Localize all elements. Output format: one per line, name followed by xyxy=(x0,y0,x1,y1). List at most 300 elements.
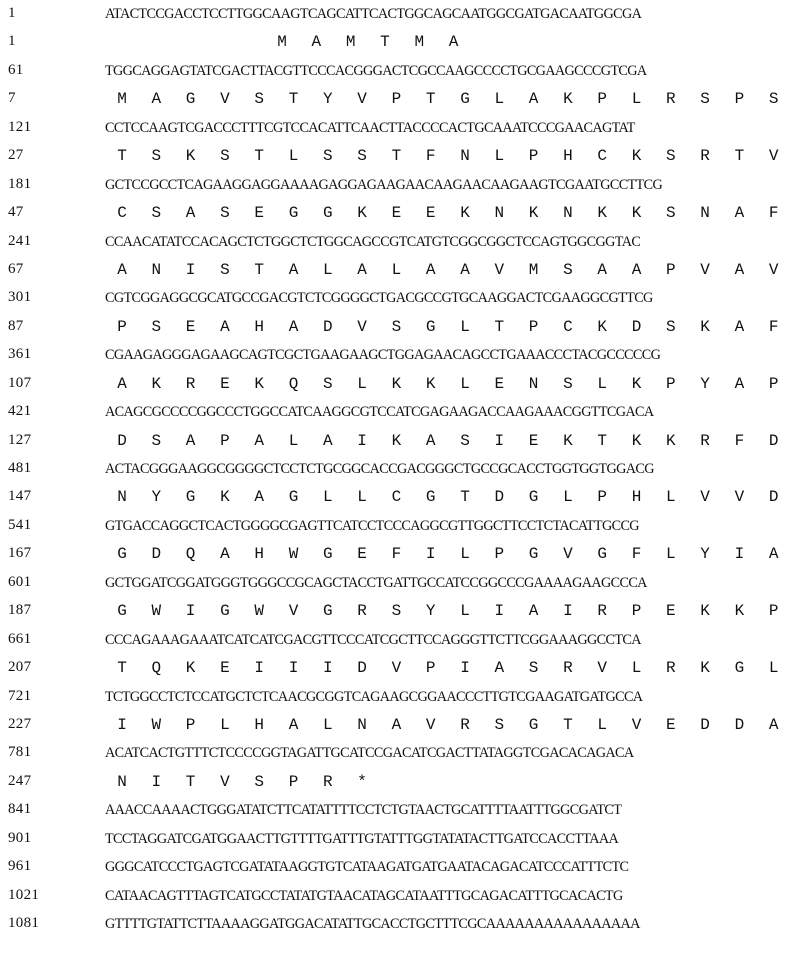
amino-acid-letter: C xyxy=(563,317,573,336)
protein-translation-row xyxy=(0,771,805,795)
protein-translation-row xyxy=(0,259,805,283)
dna-sequence-row xyxy=(0,572,805,596)
amino-acid-letter: K xyxy=(700,659,710,678)
amino-acid-letter: V xyxy=(357,90,367,109)
amino-acid-letter: S xyxy=(322,374,333,393)
amino-acid-letter: H xyxy=(254,716,264,734)
residue-position-number: 87 xyxy=(8,317,24,334)
amino-acid-letter: N xyxy=(460,147,470,166)
amino-acid-letter: V xyxy=(288,602,299,621)
amino-acid-letter: G xyxy=(460,90,470,109)
amino-acid-letter: A xyxy=(528,90,539,109)
amino-acid-letter: H xyxy=(254,545,264,564)
amino-acid-letter: T xyxy=(460,488,470,507)
amino-acid-letter: R xyxy=(700,431,710,450)
nucleotide-position-number: 361 xyxy=(8,346,32,363)
amino-acid-letter: S xyxy=(665,147,676,166)
amino-acid-letter: F xyxy=(631,545,642,564)
amino-acid-letter: P xyxy=(734,90,745,109)
protein-translation-row xyxy=(0,543,805,567)
amino-acid-letter: V xyxy=(494,260,505,279)
amino-acid-letter: C xyxy=(391,488,402,507)
residue-position-number: 1 xyxy=(8,33,16,50)
amino-acid-letter: A xyxy=(734,204,745,223)
residue-position-number: 167 xyxy=(8,545,32,562)
dna-sequence-text: CCTCCAAGTCGACCCTTTCGTCCACATTCAACTTACCCCACTGCAAATCCCGAACAGTAT xyxy=(105,119,635,136)
amino-acid-letter: G xyxy=(528,545,539,564)
amino-acid-letter: L xyxy=(391,260,402,279)
dna-sequence-row xyxy=(0,742,805,766)
protein-translation-row xyxy=(0,316,805,340)
amino-acid-letter: R xyxy=(563,659,573,678)
amino-acid-letter: K xyxy=(665,431,676,450)
amino-acid-letter: S xyxy=(322,147,333,166)
nucleotide-position-number: 721 xyxy=(8,687,32,704)
amino-acid-letter: W xyxy=(151,602,162,621)
amino-acid-letter: V xyxy=(391,659,402,678)
amino-acid-letter: Q xyxy=(151,659,162,678)
amino-acid-letter: S xyxy=(151,431,162,450)
dna-sequence-text: GTGACCAGGCTCACTGGGGCGAGTTCATCCTCCCAGGCGTTGGCTTCCTCTACATTGCCG xyxy=(105,517,639,534)
amino-acid-letter: V xyxy=(220,90,230,109)
amino-acid-letter: L xyxy=(460,374,470,393)
amino-acid-letter: T xyxy=(185,772,196,791)
protein-translation-row xyxy=(0,600,805,624)
amino-acid-letter: A xyxy=(631,260,642,279)
amino-acid-letter: A xyxy=(220,317,230,336)
dna-sequence-text: TGGCAGGAGTATCGACTTACGTTCCCACGGGACTCGCCAAGCCCCTGCGAAGCCCGTCGA xyxy=(105,62,647,79)
amino-acid-letter: A xyxy=(494,659,505,678)
dna-sequence-row xyxy=(0,344,805,368)
amino-acid-letter: A xyxy=(391,716,402,734)
amino-acid-letter: K xyxy=(563,90,573,109)
amino-acid-letter: K xyxy=(185,147,196,166)
amino-acid-letter: E xyxy=(528,431,539,450)
amino-acid-letter: L xyxy=(460,317,470,336)
amino-acid-letter: D xyxy=(700,716,710,734)
amino-acid-letter: F xyxy=(425,147,436,166)
amino-acid-letter: A xyxy=(117,374,127,393)
amino-acid-letter: A xyxy=(734,374,745,393)
amino-acid-letter: Q xyxy=(185,545,196,564)
dna-sequence-text: TCTGGCCTCTCCATGCTCTCAACGCGGTCAGAAGCGGAACCCTTGTCGAAGATGATGCCA xyxy=(105,688,643,705)
amino-acid-letter: D xyxy=(494,488,505,507)
amino-acid-letter: G xyxy=(288,488,299,507)
dna-sequence-row xyxy=(0,174,805,198)
amino-acid-letter: K xyxy=(528,204,539,223)
amino-acid-letter: P xyxy=(528,147,539,166)
dna-sequence-text: ACATCACTGTTTCTCCCCGGTAGATTGCATCCGACATCGACTTATAGGTCGACACAGACA xyxy=(105,745,634,762)
nucleotide-position-number: 541 xyxy=(8,516,32,533)
dna-sequence-text: ACAGCGCCCCGGCCCTGGCCATCAAGGCGTCCATCGAGAAGACCAAGAAACGGTTCGACA xyxy=(105,404,654,421)
amino-acid-letter: A xyxy=(528,602,539,621)
nucleotide-position-number: 241 xyxy=(8,232,32,249)
nucleotide-position-number: 661 xyxy=(8,630,32,647)
nucleotide-position-number: 961 xyxy=(8,858,32,875)
amino-acid-letter: E xyxy=(220,374,230,393)
amino-acid-letter: R xyxy=(665,659,676,678)
amino-acid-letter: K xyxy=(631,147,642,166)
stop-codon-mark: * xyxy=(357,772,367,791)
amino-acid-letter: F xyxy=(391,545,402,564)
amino-acid-letter: Y xyxy=(151,488,162,507)
amino-acid-letter: I xyxy=(151,772,162,791)
residue-position-number: 147 xyxy=(8,488,32,505)
amino-acid-letter: L xyxy=(288,431,299,450)
amino-acid-letter: L xyxy=(357,374,367,393)
amino-acid-letter: T xyxy=(494,317,505,336)
amino-acid-letter: T xyxy=(391,147,402,166)
amino-acid-letter: G xyxy=(185,488,196,507)
amino-acid-letter: A xyxy=(597,260,607,279)
amino-acid-letter: L xyxy=(631,90,642,109)
protein-translation-row xyxy=(0,88,805,112)
amino-acid-letter: G xyxy=(220,602,230,621)
amino-acid-letter: E xyxy=(665,716,676,734)
amino-acid-letter: P xyxy=(117,317,127,336)
nucleotide-position-number: 1 xyxy=(8,5,16,21)
amino-acid-letter: G xyxy=(528,716,539,734)
amino-acid-letter: K xyxy=(425,374,436,393)
dna-sequence-row xyxy=(0,458,805,482)
protein-translation-row xyxy=(0,657,805,681)
protein-translation-row xyxy=(0,430,805,454)
amino-acid-letter: L xyxy=(357,488,367,507)
dna-sequence-row xyxy=(0,799,805,823)
amino-acid-letter: P xyxy=(768,602,779,621)
amino-acid-letter: P xyxy=(631,602,642,621)
amino-acid-letter: L xyxy=(322,716,333,734)
amino-acid-letter: A xyxy=(768,716,779,734)
amino-acid-letter: R xyxy=(357,602,367,621)
amino-acid-letter: C xyxy=(597,147,607,166)
amino-acid-letter: N xyxy=(528,374,539,393)
amino-acid-letter: P xyxy=(665,374,676,393)
amino-acid-letter: R xyxy=(460,716,470,734)
dna-sequence-row xyxy=(0,401,805,425)
amino-acid-letter: S xyxy=(665,317,676,336)
amino-acid-letter: A xyxy=(185,431,196,450)
amino-acid-letter: G xyxy=(425,317,436,336)
amino-acid-letter: G xyxy=(117,545,127,564)
dna-sequence-row xyxy=(0,629,805,653)
amino-acid-letter: A xyxy=(357,260,367,279)
amino-acid-letter: I xyxy=(460,659,470,678)
amino-acid-letter: L xyxy=(597,374,607,393)
amino-acid-letter: I xyxy=(322,659,333,678)
amino-acid-letter: K xyxy=(631,204,642,223)
amino-acid-letter: S xyxy=(700,90,710,109)
amino-acid-letter: K xyxy=(631,374,642,393)
amino-acid-letter: T xyxy=(254,260,264,279)
amino-acid-letter: K xyxy=(391,431,402,450)
nucleotide-position-number: 901 xyxy=(8,829,32,846)
amino-acid-letter: A xyxy=(185,204,196,223)
nucleotide-position-number: 1021 xyxy=(8,886,40,903)
amino-acid-letter: M xyxy=(528,260,539,279)
amino-acid-letter: I xyxy=(357,431,367,450)
residue-position-number: 67 xyxy=(8,260,24,277)
amino-acid-letter: V xyxy=(631,716,642,734)
amino-acid-letter: F xyxy=(734,431,745,450)
amino-acid-letter: V xyxy=(700,488,710,507)
amino-acid-letter: D xyxy=(357,659,367,678)
protein-translation-row xyxy=(0,145,805,169)
amino-acid-letter: G xyxy=(322,602,333,621)
dna-sequence-text: CATAACAGTTTAGTCATGCCTATATGTAACATAGCATAATTTGCAGACATTTGCACACTG xyxy=(105,887,623,904)
amino-acid-letter: E xyxy=(220,659,230,678)
amino-acid-letter: V xyxy=(768,147,779,166)
amino-acid-letter: N xyxy=(117,488,127,507)
dna-sequence-row xyxy=(0,287,805,311)
protein-translation-row xyxy=(0,202,805,226)
amino-acid-letter: M xyxy=(345,33,356,52)
dna-sequence-text: CGTCGGAGGCGCATGCCGACGTCTCGGGGCTGACGCCGTGCAAGGACTCGAAGGCGTTCG xyxy=(105,290,653,307)
amino-acid-letter: L xyxy=(665,488,676,507)
amino-acid-letter: V xyxy=(700,260,710,279)
amino-acid-letter: L xyxy=(460,602,470,621)
amino-acid-letter: P xyxy=(768,374,779,393)
amino-acid-letter: G xyxy=(528,488,539,507)
amino-acid-letter: N xyxy=(700,204,710,223)
amino-acid-letter: N xyxy=(151,260,162,279)
amino-acid-letter: V xyxy=(734,488,745,507)
residue-position-number: 207 xyxy=(8,659,32,676)
nucleotide-position-number: 841 xyxy=(8,801,32,818)
amino-acid-letter: L xyxy=(563,488,573,507)
amino-acid-letter: E xyxy=(254,204,264,223)
amino-acid-letter: L xyxy=(288,147,299,166)
amino-acid-letter: K xyxy=(563,431,573,450)
dna-sequence-row xyxy=(0,515,805,539)
amino-acid-letter: T xyxy=(254,147,264,166)
amino-acid-letter: L xyxy=(322,488,333,507)
amino-acid-letter: E xyxy=(494,374,505,393)
amino-acid-letter: T xyxy=(288,90,299,109)
amino-acid-letter: M xyxy=(117,90,127,109)
amino-acid-letter: R xyxy=(597,602,607,621)
amino-acid-letter: M xyxy=(414,33,425,52)
dna-sequence-row xyxy=(0,885,805,909)
amino-acid-letter: S xyxy=(391,317,402,336)
amino-acid-letter: T xyxy=(425,90,436,109)
amino-acid-letter: P xyxy=(425,659,436,678)
amino-acid-letter: V xyxy=(357,317,367,336)
nucleotide-position-number: 121 xyxy=(8,118,32,135)
residue-position-number: 27 xyxy=(8,147,24,164)
amino-acid-letter: V xyxy=(597,659,607,678)
residue-position-number: 107 xyxy=(8,374,32,391)
amino-acid-letter: M xyxy=(277,33,287,52)
amino-acid-letter: L xyxy=(494,147,505,166)
amino-acid-letter: D xyxy=(768,488,779,507)
residue-position-number: 227 xyxy=(8,716,32,732)
amino-acid-letter: E xyxy=(185,317,196,336)
dna-sequence-text: AAACCAAAACTGGGATATCTTCATATTTTCCTCTGTAACTGCATTTTAATTTGGCGATCT xyxy=(105,802,622,819)
dna-sequence-text: GGGCATCCCTGAGTCGATATAAGGTGTCATAAGATGATGAATACAGACATCCCATTTCTC xyxy=(105,859,629,876)
amino-acid-letter: F xyxy=(768,317,779,336)
amino-acid-letter: V xyxy=(563,545,573,564)
amino-acid-letter: V xyxy=(768,260,779,279)
amino-acid-letter: N xyxy=(563,204,573,223)
amino-acid-letter: F xyxy=(768,204,779,223)
amino-acid-letter: D xyxy=(117,431,127,450)
amino-acid-letter: D xyxy=(734,716,745,734)
dna-sequence-text: GTTTTGTATTCTTAAAAGGATGGACATATTGCACCTGCTTTCGCAAAAAAAAAAAAAAAA xyxy=(105,916,640,933)
amino-acid-letter: A xyxy=(288,260,299,279)
dna-sequence-row xyxy=(0,117,805,141)
amino-acid-letter: I xyxy=(563,602,573,621)
residue-position-number: 247 xyxy=(8,772,32,789)
amino-acid-letter: A xyxy=(448,33,459,52)
amino-acid-letter: L xyxy=(631,659,642,678)
amino-acid-letter: A xyxy=(117,260,127,279)
dna-sequence-text: ATACTCCGACCTCCTTGGCAAGTCAGCATTCACTGGCAGCAATGGCGATGACAATGGCGA xyxy=(105,6,642,22)
amino-acid-letter: P xyxy=(288,772,299,791)
amino-acid-letter: P xyxy=(494,545,505,564)
amino-acid-letter: N xyxy=(494,204,505,223)
amino-acid-letter: T xyxy=(117,659,127,678)
amino-acid-letter: D xyxy=(322,317,333,336)
dna-sequence-row xyxy=(0,856,805,880)
amino-acid-letter: S xyxy=(151,147,162,166)
amino-acid-letter: I xyxy=(425,545,436,564)
amino-acid-letter: Y xyxy=(700,374,710,393)
amino-acid-letter: G xyxy=(322,204,333,223)
amino-acid-letter: I xyxy=(185,602,196,621)
amino-acid-letter: K xyxy=(700,602,710,621)
amino-acid-letter: K xyxy=(254,374,264,393)
amino-acid-letter: E xyxy=(357,545,367,564)
amino-acid-letter: S xyxy=(151,204,162,223)
protein-translation-row xyxy=(0,373,805,397)
amino-acid-letter: K xyxy=(185,659,196,678)
amino-acid-letter: G xyxy=(185,90,196,109)
dna-sequence-row xyxy=(0,60,805,84)
amino-acid-letter: S xyxy=(357,147,367,166)
dna-sequence-text: TCCTAGGATCGATGGAACTTGTTTTGATTTGTATTTGGTATATACTTGATCCACCTTAAA xyxy=(105,830,619,847)
amino-acid-letter: K xyxy=(357,204,367,223)
dna-sequence-text: CGAAGAGGGAGAAGCAGTCGCTGAAGAAGCTGGAGAACAGCCTGAAACCCTACGCCCCCG xyxy=(105,347,661,364)
amino-acid-letter: L xyxy=(768,659,779,678)
amino-acid-letter: I xyxy=(734,545,745,564)
amino-acid-letter: I xyxy=(288,659,299,678)
dna-sequence-row xyxy=(0,231,805,255)
amino-acid-letter: V xyxy=(220,772,230,791)
protein-translation-row xyxy=(0,714,805,738)
amino-acid-letter: Y xyxy=(322,90,333,109)
amino-acid-letter: L xyxy=(220,716,230,734)
dna-sequence-text: GCTCCGCCTCAGAAGGAGGAAAAGAGGAGAAGAACAAGAACAAGAAGTCGAATGCCTTCG xyxy=(105,176,663,193)
amino-acid-letter: S xyxy=(665,204,676,223)
amino-acid-letter: T xyxy=(734,147,745,166)
amino-acid-letter: L xyxy=(494,90,505,109)
dna-sequence-text: GCTGGATCGGATGGGTGGGCCGCAGCTACCTGATTGCCATCCGGCCCGAAAAGAAGCCCA xyxy=(105,574,647,591)
nucleotide-position-number: 601 xyxy=(8,573,32,590)
amino-acid-letter: T xyxy=(597,431,607,450)
amino-acid-letter: I xyxy=(494,602,505,621)
amino-acid-letter: R xyxy=(185,374,196,393)
amino-acid-letter: R xyxy=(322,772,333,791)
nucleotide-position-number: 1081 xyxy=(8,915,40,932)
amino-acid-letter: D xyxy=(768,431,779,450)
amino-acid-letter: T xyxy=(563,716,573,734)
amino-acid-letter: P xyxy=(665,260,676,279)
amino-acid-letter: A xyxy=(460,260,470,279)
amino-acid-letter: I xyxy=(185,260,196,279)
amino-acid-letter: H xyxy=(563,147,573,166)
amino-acid-letter: A xyxy=(254,488,264,507)
amino-acid-letter: S xyxy=(563,374,573,393)
dna-sequence-row xyxy=(0,686,805,710)
amino-acid-letter: A xyxy=(425,260,436,279)
residue-position-number: 7 xyxy=(8,90,16,107)
amino-acid-letter: K xyxy=(631,431,642,450)
amino-acid-letter: S xyxy=(151,317,162,336)
nucleotide-position-number: 421 xyxy=(8,403,32,420)
nucleotide-position-number: 781 xyxy=(8,744,32,761)
protein-translation-row xyxy=(0,486,805,510)
amino-acid-letter: A xyxy=(768,545,779,564)
amino-acid-letter: P xyxy=(597,488,607,507)
residue-position-number: 47 xyxy=(8,204,24,221)
amino-acid-letter: A xyxy=(254,431,264,450)
amino-acid-letter: I xyxy=(254,659,264,678)
amino-acid-letter: A xyxy=(322,431,333,450)
amino-acid-letter: K xyxy=(391,374,402,393)
amino-acid-letter: S xyxy=(220,260,230,279)
amino-acid-letter: K xyxy=(220,488,230,507)
amino-acid-letter: K xyxy=(597,317,607,336)
amino-acid-letter: G xyxy=(734,659,745,678)
amino-acid-letter: R xyxy=(665,90,676,109)
amino-acid-letter: N xyxy=(117,772,127,791)
amino-acid-letter: L xyxy=(322,260,333,279)
amino-acid-letter: W xyxy=(151,716,162,734)
residue-position-number: 187 xyxy=(8,602,32,619)
amino-acid-letter: E xyxy=(665,602,676,621)
nucleotide-position-number: 301 xyxy=(8,289,32,306)
amino-acid-letter: K xyxy=(151,374,162,393)
amino-acid-letter: A xyxy=(311,33,322,52)
amino-acid-letter: T xyxy=(117,147,127,166)
dna-sequence-row xyxy=(0,913,805,937)
amino-acid-letter: W xyxy=(288,545,299,564)
amino-acid-letter: I xyxy=(494,431,505,450)
amino-acid-letter: A xyxy=(220,545,230,564)
amino-acid-letter: S xyxy=(254,772,264,791)
amino-acid-letter: K xyxy=(460,204,470,223)
amino-acid-letter: H xyxy=(254,317,264,336)
amino-acid-letter: S xyxy=(220,147,230,166)
dna-sequence-text: CCCAGAAAGAAATCATCATCGACGTTCCCATCGCTTCCAGGGTTCTTCGGAAAGGCCTCA xyxy=(105,631,641,648)
amino-acid-letter: D xyxy=(151,545,162,564)
amino-acid-letter: H xyxy=(631,488,642,507)
amino-acid-letter: S xyxy=(768,90,779,109)
amino-acid-letter: I xyxy=(117,716,127,734)
nucleotide-position-number: 481 xyxy=(8,460,32,477)
residue-position-number: 127 xyxy=(8,431,32,448)
amino-acid-letter: S xyxy=(391,602,402,621)
amino-acid-letter: W xyxy=(254,602,264,621)
amino-acid-letter: K xyxy=(734,602,745,621)
amino-acid-letter: E xyxy=(391,204,402,223)
amino-acid-letter: A xyxy=(425,431,436,450)
amino-acid-letter: E xyxy=(425,204,436,223)
amino-acid-letter: Y xyxy=(700,545,710,564)
amino-acid-letter: G xyxy=(322,545,333,564)
dna-sequence-text: ACTACGGGAAGGCGGGGCTCCTCTGCGGCACCGACGGGCTGCCGCACCTGGTGGTGGACG xyxy=(105,461,654,478)
